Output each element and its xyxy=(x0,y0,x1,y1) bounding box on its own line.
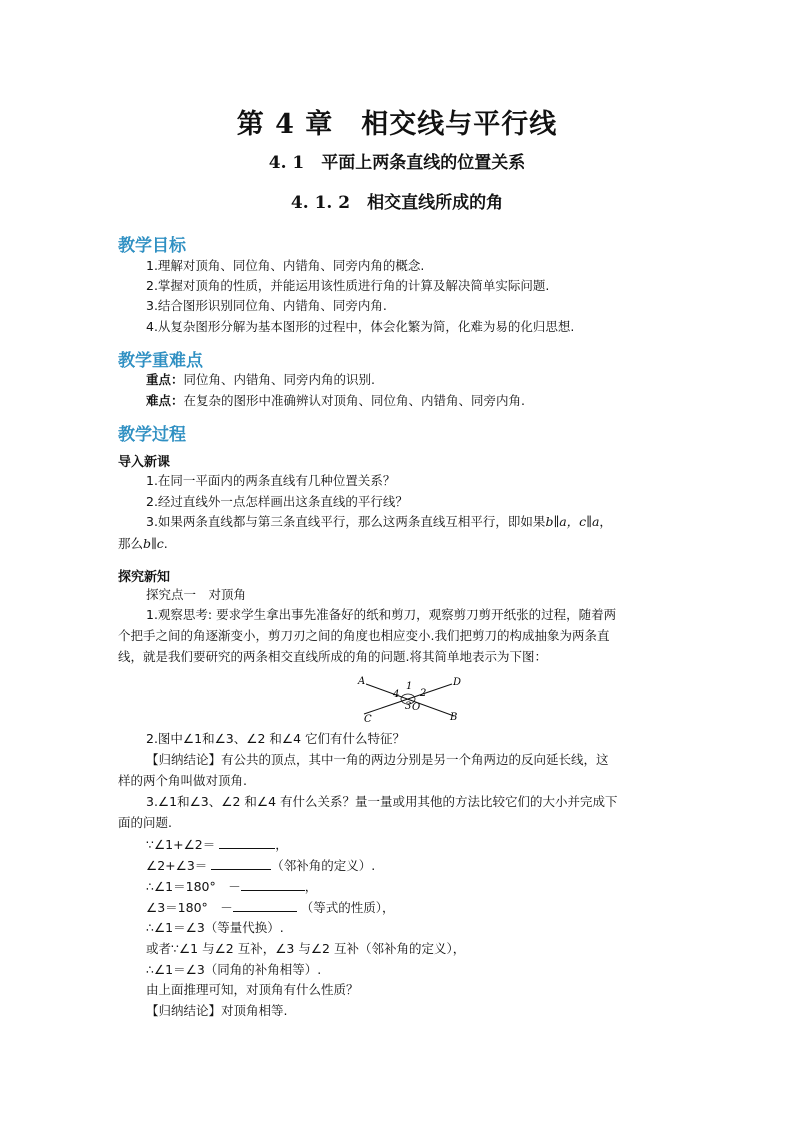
proof2-text: ∠2+∠3＝ xyxy=(146,858,208,873)
label-o: O xyxy=(412,702,421,713)
label-d: D xyxy=(453,677,462,688)
section-title: 4. 1 平面上两条直线的位置关系 xyxy=(268,153,526,173)
explore-p3-line1: 3.∠1和∠3、∠2 和∠4 有什么关系？量一量或用其他的方法比较它们的大小并完成下 xyxy=(146,794,618,809)
explore-heading: 探究新知 xyxy=(118,570,171,585)
objective-item: 3.结合图形识别同位角、内错角、同旁内角. xyxy=(146,298,387,313)
objective-item: 4.从复杂图形分解为基本图形的过程中，体会化繁为简，化难为易的化归思想. xyxy=(146,319,575,334)
intro-q3-math: b∥a，c∥a xyxy=(545,514,600,529)
answer-blank xyxy=(241,878,305,891)
difficulty-point xyxy=(146,393,525,409)
property-question: 由上面推理可知，对顶角有什么性质？ xyxy=(146,982,359,997)
label-4: 4 xyxy=(393,689,400,700)
proof1-end: ， xyxy=(275,837,288,852)
intro-heading: 导入新课 xyxy=(118,455,171,470)
proof-line3 xyxy=(146,878,317,895)
objective-item: 1.理解对顶角、同位角、内错角、同旁内角的概念. xyxy=(146,258,425,273)
intro-q3-math2: b∥c xyxy=(143,536,164,551)
intro-q3-end: . xyxy=(163,536,168,551)
difficulty-label: 难点： xyxy=(146,393,184,408)
focus-label: 重点： xyxy=(146,372,184,387)
focus-text: 同位角、内错角、同旁内角的识别. xyxy=(183,372,375,387)
explore-p1-line1: 1.观察思考: 要求学生拿出事先准备好的纸和剪刀，观察剪刀剪开纸张的过程，随着两 xyxy=(146,607,617,622)
objectives-heading: 教学目标 xyxy=(118,236,186,256)
label-b: B xyxy=(450,712,458,723)
intro-q1: 1.在同一平面内的两条直线有几种位置关系？ xyxy=(146,473,396,488)
proof3-end: ， xyxy=(304,879,318,894)
explore-p1-line2: 个把手之间的角逐渐变小，剪刀刃之间的角度也相应变小.我们把剪刀的构成抽象为两条直 xyxy=(118,628,610,643)
intro-q3-line1 xyxy=(146,514,612,530)
intro-q2: 2.经过直线外一点怎样画出这条直线的平行线？ xyxy=(146,494,408,509)
proof4-text: ∠3＝180° － xyxy=(146,900,233,915)
proof4-end: （等式的性质）， xyxy=(300,900,395,915)
intro-q3-text: 3.如果两条直线都与第三条直线平行，那么这两条直线互相平行，即如果 xyxy=(146,514,546,529)
intro-q3-comma: ， xyxy=(599,514,612,529)
keypoints-heading: 教学重难点 xyxy=(118,351,203,371)
proof-line5: ∴∠1＝∠3（等量代换）. xyxy=(146,920,284,935)
explore-p2: 2.图中∠1和∠3、∠2 和∠4 它们有什么特征？ xyxy=(146,731,406,746)
label-c: C xyxy=(364,714,372,724)
proof-line4 xyxy=(146,899,395,916)
proof1-text: ∵∠1+∠2＝ xyxy=(146,837,216,852)
proof3-text: ∴∠1＝180° － xyxy=(146,879,241,894)
label-2: 2 xyxy=(420,688,427,699)
explore-p1-line3: 线，就是我们要研究的两条相交直线所成的角的问题.将其简单地表示为下图： xyxy=(118,649,547,664)
subsection-title: 4. 1. 2 相交直线所成的角 xyxy=(290,193,504,213)
conclusion1-line1: 【归纳结论】有公共的顶点，其中一角的两边分别是另一个角两边的反向延长线，这 xyxy=(146,752,609,767)
label-3: 3 xyxy=(405,701,412,712)
proof2-end: （邻补角的定义）. xyxy=(271,858,376,873)
answer-blank xyxy=(211,857,271,870)
explore-point1: 探究点一 对顶角 xyxy=(146,587,247,602)
proof-line7: ∴∠1＝∠3（同角的补角相等）. xyxy=(146,962,322,977)
conclusion1-line2: 样的两个角叫做对顶角. xyxy=(118,773,247,788)
difficulty-text: 在复杂的图形中准确辨认对顶角、同位角、内错角、同旁内角. xyxy=(183,393,525,408)
proof-line6: 或者∵∠1 与∠2 互补，∠3 与∠2 互补（邻补角的定义）， xyxy=(146,941,466,956)
chapter-title: 第 4 章 相交线与平行线 xyxy=(236,109,558,140)
answer-blank xyxy=(233,899,297,912)
explore-p3-line2: 面的问题. xyxy=(118,815,172,830)
label-1: 1 xyxy=(406,681,413,692)
objective-item: 2.掌握对顶角的性质，并能运用该性质进行角的计算及解决简单实际问题. xyxy=(146,278,550,293)
label-a: A xyxy=(358,676,366,687)
focus-point xyxy=(146,372,375,388)
intersecting-lines-figure xyxy=(350,672,470,724)
proof-line2 xyxy=(146,857,375,874)
proof-line1 xyxy=(146,836,288,853)
process-heading: 教学过程 xyxy=(118,425,186,445)
answer-blank xyxy=(219,836,275,849)
conclusion2: 【归纳结论】对顶角相等. xyxy=(146,1003,288,1018)
intro-q3-then: 那么 xyxy=(118,536,144,551)
intro-q3-line2 xyxy=(118,536,168,552)
